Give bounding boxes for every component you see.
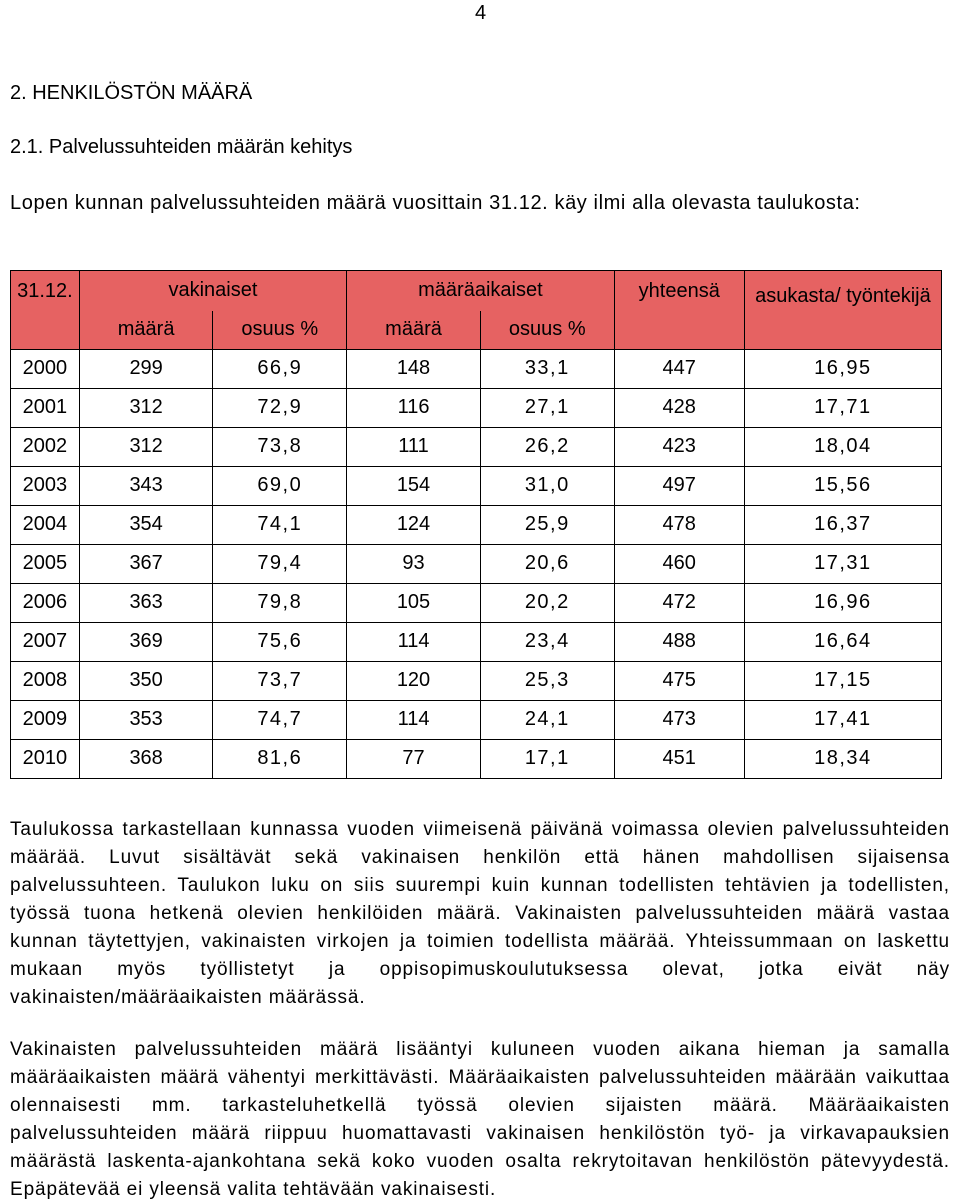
cell-total: 428 bbox=[614, 388, 744, 427]
cell-permanent-count: 354 bbox=[79, 505, 213, 544]
table-row bbox=[11, 661, 942, 700]
cell-temporary-share: 27,1 bbox=[480, 388, 614, 427]
cell-ratio: 17,41 bbox=[744, 700, 941, 739]
header-ratio: asukasta/ työntekijä bbox=[744, 271, 941, 350]
cell-permanent-count: 363 bbox=[79, 583, 213, 622]
header-permanent-count: määrä bbox=[79, 311, 213, 350]
cell-permanent-share: 81,6 bbox=[213, 739, 347, 778]
page-number: 4 bbox=[475, 2, 487, 24]
cell-temporary-share: 31,0 bbox=[480, 466, 614, 505]
cell-temporary-count: 105 bbox=[347, 583, 481, 622]
cell-temporary-share: 33,1 bbox=[480, 349, 614, 388]
cell-temporary-count: 120 bbox=[347, 661, 481, 700]
cell-total: 475 bbox=[614, 661, 744, 700]
cell-year: 2005 bbox=[11, 544, 80, 583]
cell-permanent-share: 73,7 bbox=[213, 661, 347, 700]
cell-temporary-share: 24,1 bbox=[480, 700, 614, 739]
cell-temporary-share: 17,1 bbox=[480, 739, 614, 778]
cell-permanent-share: 73,8 bbox=[213, 427, 347, 466]
explanation-paragraph: Taulukossa tarkastellaan kunnassa vuoden viimeisenä päivänä voimassa olevien palvelussuhteiden määrää. Luvut sisältävät sekä vakinaisen henkilön että hänen mahdollisen sijaisensa palvelussuhteen. Taulukon luku on siis suurempi kuin kunnan todellisten tehtävien ja todellisten, työssä tuona hetkenä olevien henkilöiden määrä. Vakinaisten palvelussuhteiden määrä vastaa kunnan täytettyjen, vakinaisten virkojen ja toimien todellista määrää. Yhteissummaan on laskettu mukaan myös työllistetyt ja oppisopimuskoulutuksessa olevat, jotka eivät näy vakinaisten/määräaikaisten määrässä. bbox=[10, 819, 950, 1008]
cell-temporary-count: 124 bbox=[347, 505, 481, 544]
cell-permanent-count: 312 bbox=[79, 388, 213, 427]
cell-temporary-share: 20,2 bbox=[480, 583, 614, 622]
cell-temporary-count: 154 bbox=[347, 466, 481, 505]
cell-year: 2004 bbox=[11, 505, 80, 544]
cell-permanent-count: 350 bbox=[79, 661, 213, 700]
cell-ratio: 16,96 bbox=[744, 583, 941, 622]
cell-ratio: 18,34 bbox=[744, 739, 941, 778]
cell-ratio: 17,15 bbox=[744, 661, 941, 700]
cell-temporary-count: 114 bbox=[347, 622, 481, 661]
cell-ratio: 17,31 bbox=[744, 544, 941, 583]
subsection-heading: 2.1. Palvelussuhteiden määrän kehitys bbox=[10, 136, 353, 158]
cell-permanent-count: 367 bbox=[79, 544, 213, 583]
header-permanent-share: osuus % bbox=[213, 311, 347, 350]
cell-year: 2010 bbox=[11, 739, 80, 778]
cell-permanent-share: 79,8 bbox=[213, 583, 347, 622]
employment-table bbox=[10, 270, 942, 779]
cell-year: 2007 bbox=[11, 622, 80, 661]
table-row bbox=[11, 622, 942, 661]
table-row bbox=[11, 700, 942, 739]
cell-total: 488 bbox=[614, 622, 744, 661]
cell-temporary-count: 148 bbox=[347, 349, 481, 388]
cell-total: 473 bbox=[614, 700, 744, 739]
cell-temporary-share: 20,6 bbox=[480, 544, 614, 583]
cell-ratio: 16,95 bbox=[744, 349, 941, 388]
cell-total: 423 bbox=[614, 427, 744, 466]
cell-permanent-count: 312 bbox=[79, 427, 213, 466]
table-row bbox=[11, 349, 942, 388]
cell-year: 2003 bbox=[11, 466, 80, 505]
cell-temporary-share: 23,4 bbox=[480, 622, 614, 661]
analysis-paragraph: Vakinaisten palvelussuhteiden määrä lisääntyi kuluneen vuoden aikana hieman ja samalla määräaikaisten määrä vähentyi merkittävästi. Määräaikaisten palvelussuhteiden määrään vaikuttaa olennaisesti mm. tarkasteluhetkellä työssä olevien sijaisten määrä. Määräaikaisten palvelussuhteiden määrä riippuu huomattavasti vakinaisen henkilöstön työ- ja virkavapauksien määrästä laskenta-ajankohtana sekä koko vuoden osalta rekrytoitavan henkilöstön pätevyydestä. Epäpätevää ei yleensä valita tehtävään vakinaisesti. bbox=[10, 1039, 950, 1200]
cell-permanent-share: 66,9 bbox=[213, 349, 347, 388]
cell-year: 2002 bbox=[11, 427, 80, 466]
table-header bbox=[11, 271, 942, 350]
header-total: yhteensä bbox=[614, 271, 744, 350]
cell-permanent-count: 353 bbox=[79, 700, 213, 739]
table-row bbox=[11, 388, 942, 427]
cell-permanent-count: 299 bbox=[79, 349, 213, 388]
cell-total: 451 bbox=[614, 739, 744, 778]
cell-total: 497 bbox=[614, 466, 744, 505]
cell-temporary-share: 26,2 bbox=[480, 427, 614, 466]
cell-permanent-count: 369 bbox=[79, 622, 213, 661]
table-row bbox=[11, 427, 942, 466]
header-temporary-count: määrä bbox=[347, 311, 481, 350]
cell-permanent-share: 79,4 bbox=[213, 544, 347, 583]
cell-permanent-count: 343 bbox=[79, 466, 213, 505]
cell-year: 2001 bbox=[11, 388, 80, 427]
cell-temporary-count: 111 bbox=[347, 427, 481, 466]
cell-ratio: 16,64 bbox=[744, 622, 941, 661]
header-temporary-share: osuus % bbox=[480, 311, 614, 350]
cell-total: 472 bbox=[614, 583, 744, 622]
table-row bbox=[11, 466, 942, 505]
table-row bbox=[11, 739, 942, 778]
cell-year: 2008 bbox=[11, 661, 80, 700]
cell-permanent-share: 75,6 bbox=[213, 622, 347, 661]
cell-permanent-count: 368 bbox=[79, 739, 213, 778]
cell-temporary-count: 114 bbox=[347, 700, 481, 739]
cell-ratio: 15,56 bbox=[744, 466, 941, 505]
cell-total: 478 bbox=[614, 505, 744, 544]
cell-year: 2009 bbox=[11, 700, 80, 739]
cell-ratio: 16,37 bbox=[744, 505, 941, 544]
table-row bbox=[11, 505, 942, 544]
table-row bbox=[11, 544, 942, 583]
cell-permanent-share: 72,9 bbox=[213, 388, 347, 427]
cell-temporary-share: 25,9 bbox=[480, 505, 614, 544]
header-date: 31.12. bbox=[11, 271, 80, 350]
cell-temporary-count: 77 bbox=[347, 739, 481, 778]
cell-permanent-share: 74,7 bbox=[213, 700, 347, 739]
cell-temporary-count: 116 bbox=[347, 388, 481, 427]
header-temporary: määräaikaiset bbox=[347, 271, 615, 311]
cell-total: 447 bbox=[614, 349, 744, 388]
cell-permanent-share: 74,1 bbox=[213, 505, 347, 544]
table-body bbox=[11, 349, 942, 778]
cell-temporary-share: 25,3 bbox=[480, 661, 614, 700]
cell-ratio: 17,71 bbox=[744, 388, 941, 427]
cell-year: 2006 bbox=[11, 583, 80, 622]
cell-total: 460 bbox=[614, 544, 744, 583]
header-permanent: vakinaiset bbox=[79, 271, 346, 311]
cell-permanent-share: 69,0 bbox=[213, 466, 347, 505]
cell-year: 2000 bbox=[11, 349, 80, 388]
table-row bbox=[11, 583, 942, 622]
cell-temporary-count: 93 bbox=[347, 544, 481, 583]
intro-text: Lopen kunnan palvelussuhteiden määrä vuosittain 31.12. käy ilmi alla olevasta taulukosta: bbox=[10, 192, 861, 214]
cell-ratio: 18,04 bbox=[744, 427, 941, 466]
section-heading: 2. HENKILÖSTÖN MÄÄRÄ bbox=[10, 82, 253, 104]
